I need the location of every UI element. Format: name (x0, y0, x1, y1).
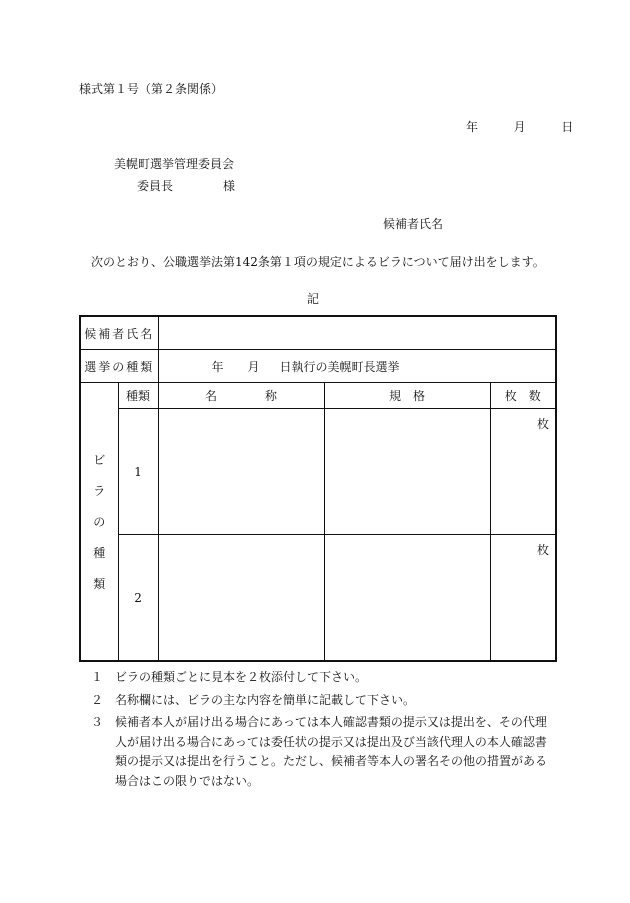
form-number: 様式第１号（第２条関係） (79, 82, 224, 96)
note-number: １ (91, 670, 104, 684)
candidate-name-row (80, 316, 556, 350)
election-type-label: 選挙の種類 (80, 350, 158, 383)
item-kind-number: 1 (118, 409, 158, 535)
election-type-row (80, 350, 556, 383)
note-number: ２ (91, 692, 104, 707)
pira-table (79, 315, 557, 662)
header-name: 名 称 (158, 383, 324, 409)
count-unit: 枚 (537, 543, 550, 557)
items-header-row (80, 383, 556, 409)
addressee-role: 委員長 (137, 179, 174, 193)
note-item (91, 668, 551, 688)
item-row-2 (80, 535, 556, 662)
item-count-field[interactable] (490, 409, 556, 535)
ki-heading: 記 (307, 292, 320, 306)
side-char: の (93, 514, 106, 529)
side-char: 種 (93, 545, 106, 560)
note-text: 候補者本人が届け出る場合にあっては本人確認書類の提示又は提出を、その代理人が届け出る場合にあっては委任状の提示又は提出及び当該代理人の本人確認書類の提示又は提出を行うこと。ただし、候補者等本人の署名その他の措置がある場合はこの限りではない。 (115, 715, 548, 788)
item-count-field[interactable] (490, 535, 556, 662)
election-year-label: 年 (211, 359, 224, 374)
item-name-field[interactable] (158, 535, 324, 662)
header-count: 枚 数 (490, 383, 556, 409)
date-year-label: 年 (466, 120, 479, 134)
item-name-field[interactable] (158, 409, 324, 535)
note-item (91, 713, 551, 791)
candidate-name-field[interactable] (158, 316, 556, 350)
date-day-label: 日 (561, 120, 574, 134)
election-type-field[interactable] (158, 350, 556, 383)
item-spec-field[interactable] (324, 409, 490, 535)
date-line (466, 121, 573, 133)
item-spec-field[interactable] (324, 535, 490, 662)
candidate-name-label: 候補者氏名 (80, 316, 158, 350)
note-number: ３ (91, 715, 104, 729)
note-text: 名称欄には、ビラの主な内容を簡単に記載して下さい。 (115, 692, 416, 707)
item-row-1 (80, 409, 556, 535)
note-text: ビラの種類ごとに見本を２枚添付して下さい。 (115, 670, 368, 684)
note-item (91, 691, 551, 711)
side-char: ラ (93, 483, 106, 498)
election-month-label: 月 (247, 359, 260, 374)
item-kind-number: 2 (118, 535, 158, 662)
addressee-organization: 美幌町選挙管理委員会 (114, 157, 235, 171)
side-char: 類 (93, 576, 106, 591)
date-month-label: 月 (513, 120, 526, 134)
header-spec: 規 格 (324, 383, 490, 409)
intro-text: 次のとおり、公職選挙法第142条第１項の規定によるビラについて届け出をします。 (91, 255, 545, 269)
notes-list (91, 668, 551, 794)
side-char: ビ (93, 452, 106, 467)
election-name-text: 日執行の美幌町長選挙 (279, 359, 400, 374)
pira-kind-side-label (80, 383, 118, 662)
addressee-title (137, 180, 235, 192)
addressee-honorific: 様 (223, 179, 236, 193)
count-unit: 枚 (537, 417, 550, 431)
candidate-signature-label: 候補者氏名 (383, 217, 444, 231)
header-kind: 種類 (118, 383, 158, 409)
